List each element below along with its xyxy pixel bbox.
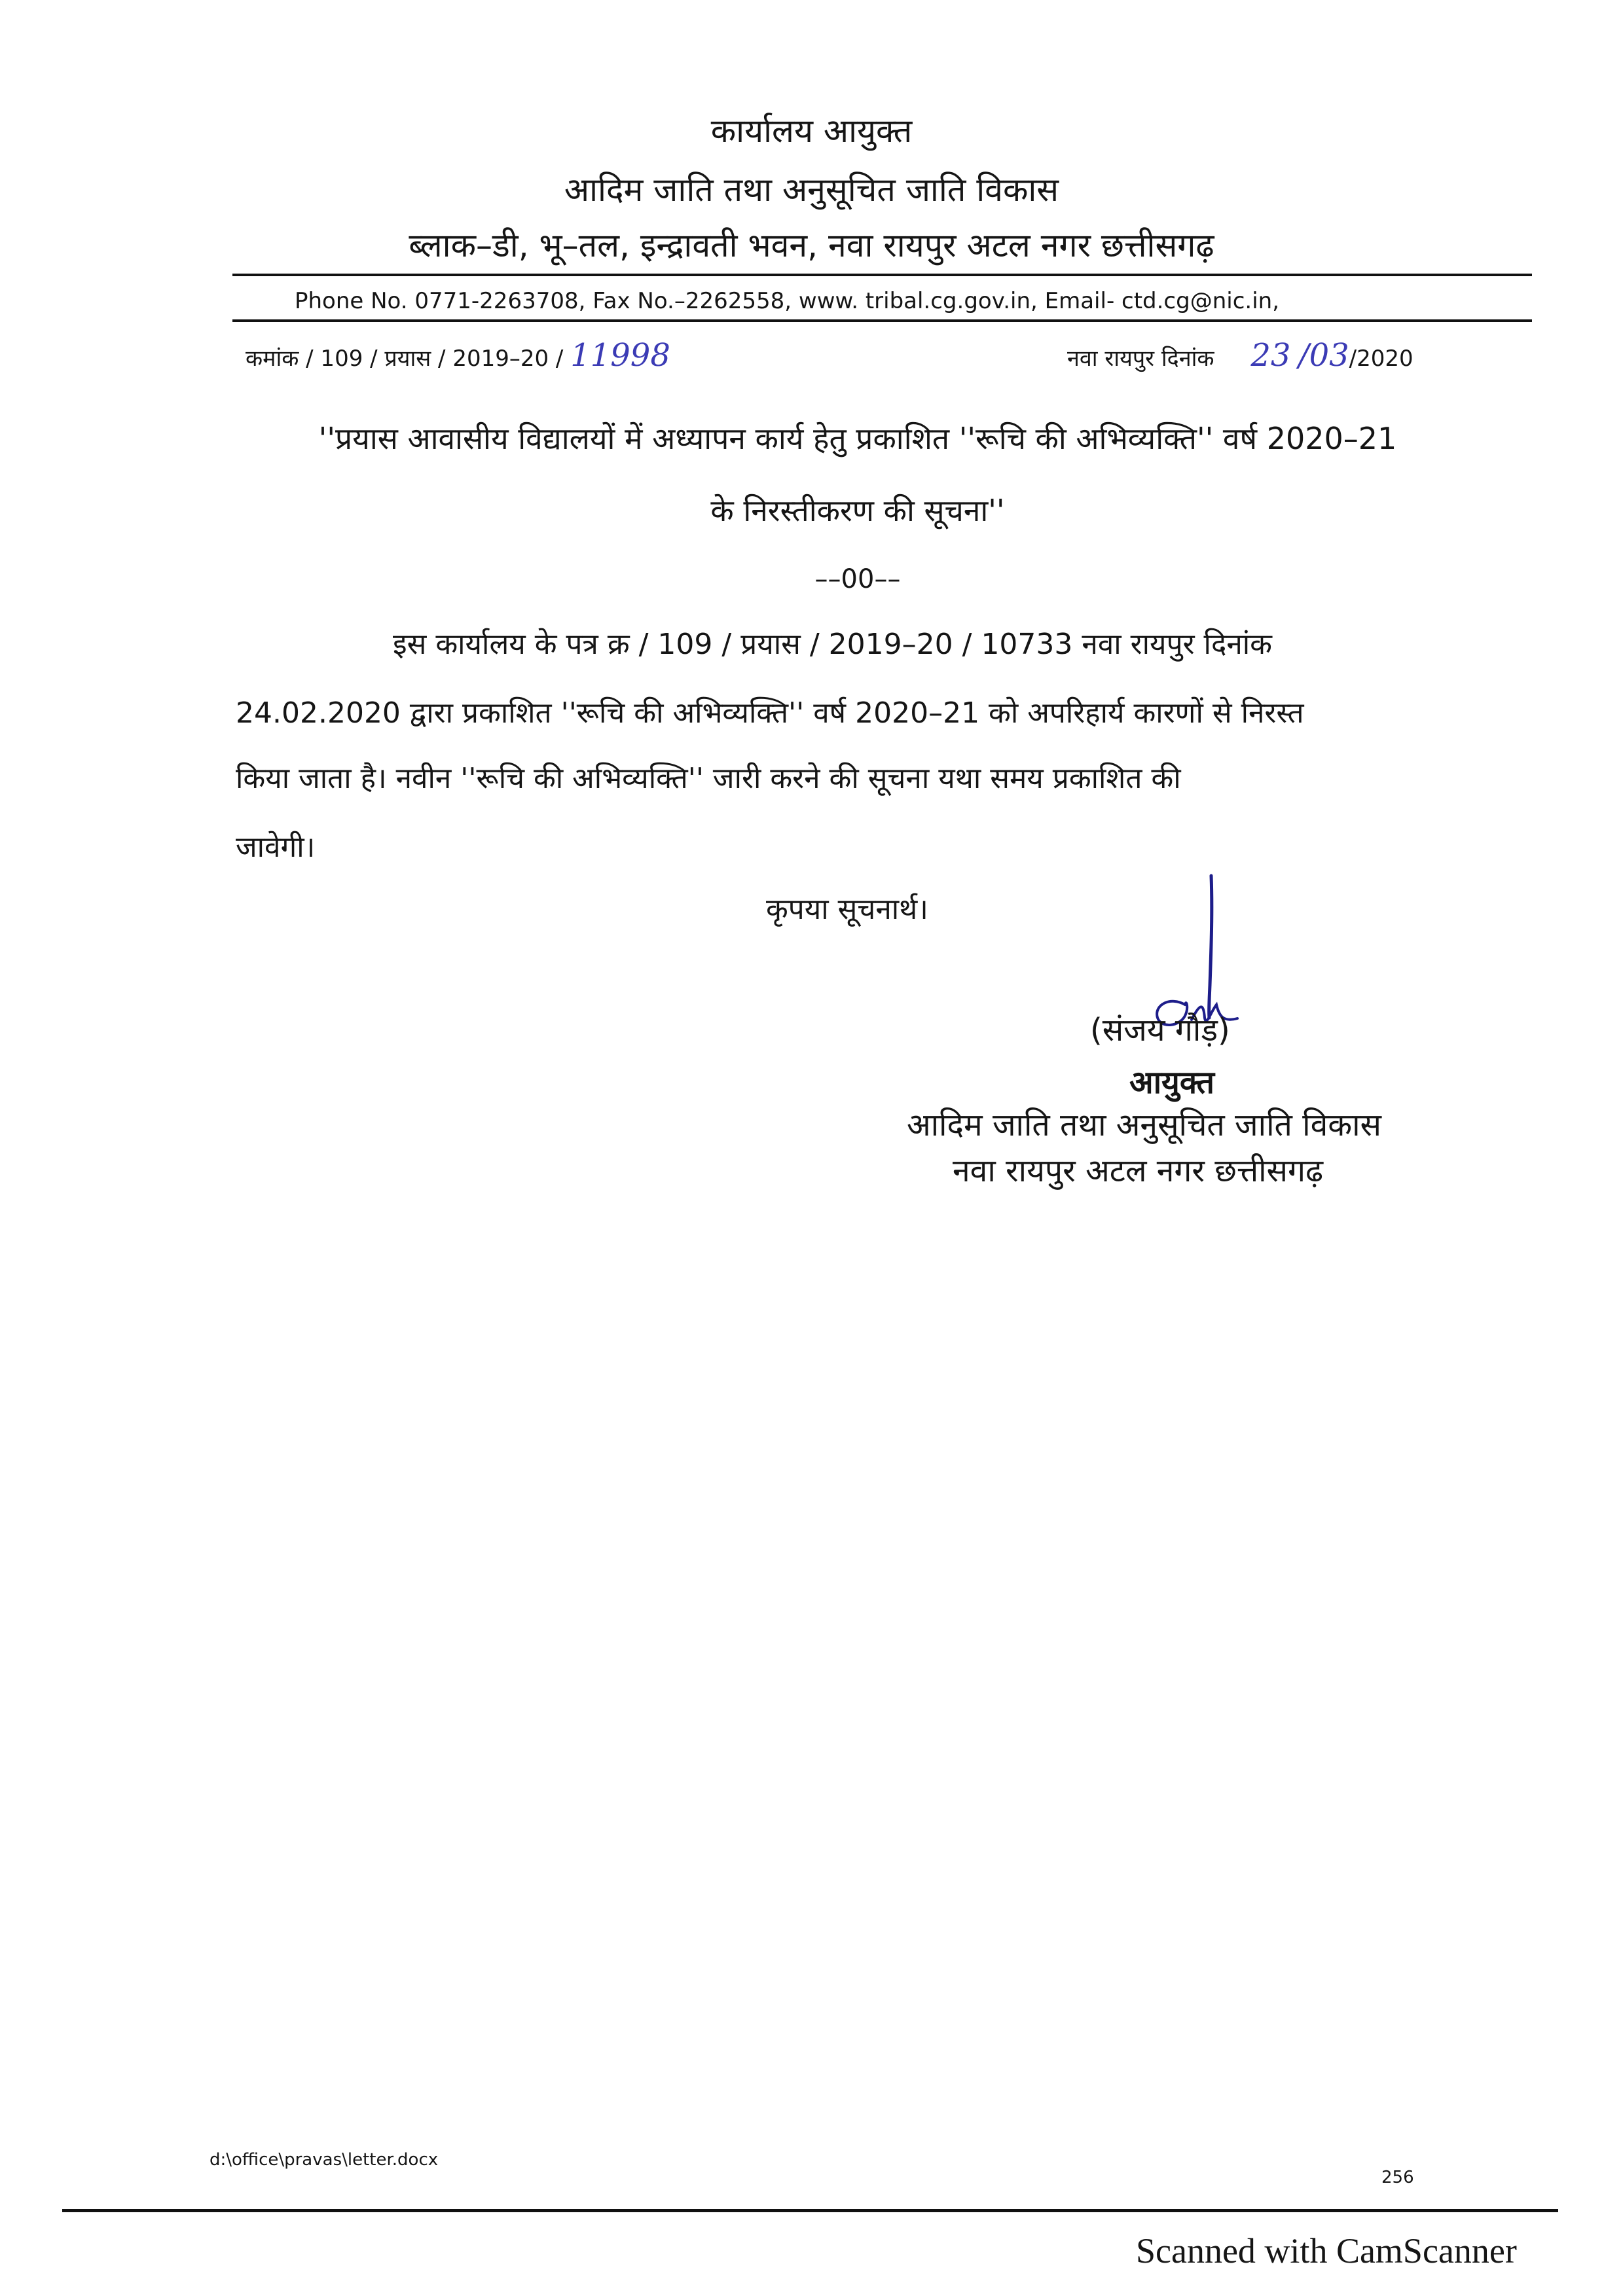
reference-number-printed: कमांक / 109 / प्रयास / 2019–20 /	[246, 346, 571, 372]
date-month-handwritten: /03	[1298, 337, 1349, 374]
date-label: नवा रायपुर दिनांक	[1067, 346, 1214, 372]
date-day-handwritten: 23	[1250, 337, 1291, 374]
footer-rule	[62, 2209, 1558, 2212]
signatory-designation: आयुक्त	[1129, 1064, 1214, 1101]
body-line-3: किया जाता है। नवीन ''रूचि की अभिव्यक्ति'' जारी करने की सूचना यथा समय प्रकाशित की	[236, 762, 1181, 795]
reference-number-handwritten: 11998	[570, 337, 670, 374]
reference-date	[1067, 337, 1413, 374]
subject-line-2: के निरस्तीकरण की सूचना''	[710, 493, 1005, 528]
body-line-1: इस कार्यालय के पत्र क्र / 109 / प्रयास / 2019–20 / 10733 नवा रायपुर दिनांक	[393, 628, 1272, 661]
subject-separator: ––00––	[814, 564, 901, 594]
date-year: /2020	[1349, 346, 1413, 372]
reference-number	[246, 337, 670, 374]
page-number: 256	[1381, 2168, 1414, 2187]
signatory-name: (संजय गौड़)	[1090, 1012, 1230, 1049]
file-path: d:\office\pravas\letter.docx	[210, 2150, 439, 2170]
scanner-watermark: Scanned with CamScanner	[1136, 2231, 1517, 2270]
closing-line: कृपया सूचनार्थ।	[766, 893, 928, 926]
department-name: आदिम जाति तथा अनुसूचित जाति विकास	[564, 171, 1059, 209]
header-rule-bottom	[232, 319, 1532, 322]
body-line-2: 24.02.2020 द्वारा प्रकाशित ''रूचि की अभिव्यक्ति'' वर्ष 2020–21 को अपरिहार्य कारणों से निरस्त	[236, 696, 1304, 730]
subject-line-1: ''प्रयास आवासीय विद्यालयों में अध्यापन कार्य हेतु प्रकाशित ''रूचि की अभिव्यक्ति'' वर्ष 2020–21	[318, 421, 1397, 456]
header-rule-top	[232, 274, 1532, 276]
office-title: कार्यालय आयुक्त	[710, 112, 913, 150]
contact-line: Phone No. 0771-2263708, Fax No.–2262558, www. tribal.cg.gov.in, Email- ctd.cg@nic.in,	[295, 288, 1280, 314]
body-line-4: जावेगी।	[236, 831, 316, 864]
office-address: ब्लाक–डी, भू–तल, इन्द्रावती भवन, नवा रायपुर अटल नगर छत्तीसगढ़	[409, 226, 1214, 264]
signatory-department: आदिम जाति तथा अनुसूचित जाति विकास	[907, 1107, 1382, 1143]
signatory-place: नवा रायपुर अटल नगर छत्तीसगढ़	[953, 1153, 1324, 1189]
